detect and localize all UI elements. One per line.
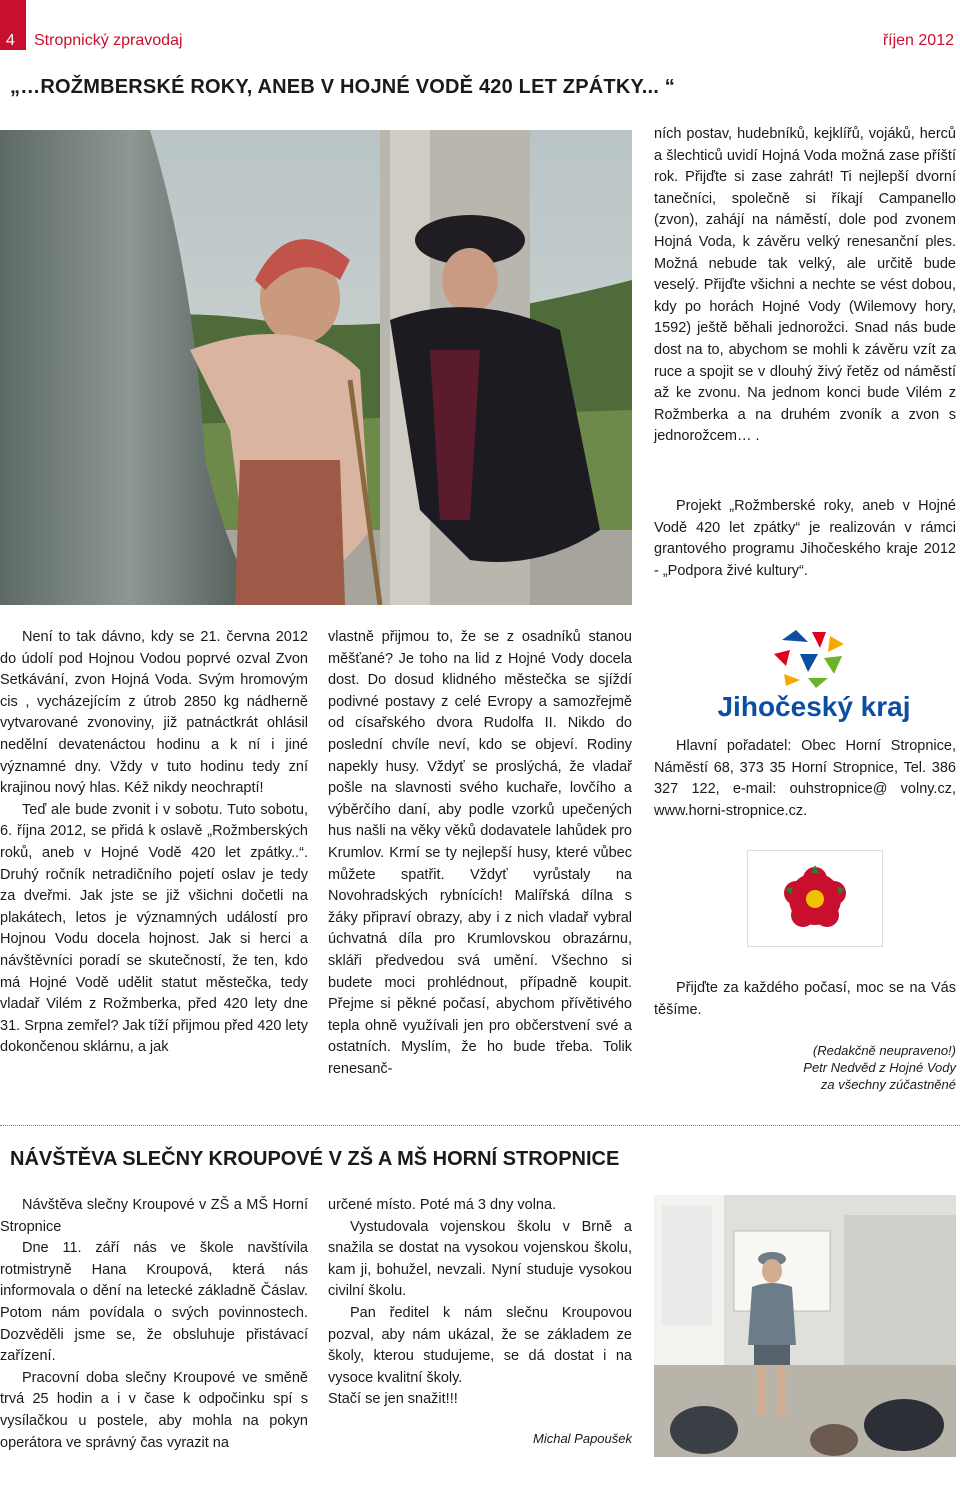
photo-classroom-illustration bbox=[654, 1195, 956, 1457]
rozmberk-rose-flag bbox=[747, 850, 883, 947]
signature-group: za všechny zúčastněné bbox=[820, 1077, 956, 1092]
signature-author: Petr Nedvěd z Hojné Vody bbox=[803, 1060, 956, 1075]
article1-project-note bbox=[654, 496, 956, 582]
rose-icon bbox=[748, 851, 882, 946]
organizer-paragraph: Hlavní pořadatel: Obec Horní Stropnice, Náměstí 68, 373 35 Horní Stropnice, Tel. 386 327 122, e-mail: ouhstropnice@ volny.cz, www.horni-stropnice.cz. bbox=[654, 738, 956, 819]
region-logo-text: Jihočeský kraj bbox=[717, 691, 911, 722]
jihocesky-kraj-logo bbox=[704, 626, 924, 722]
page-number: 4 bbox=[0, 0, 26, 50]
article-photo-bell bbox=[0, 130, 632, 605]
article1-column-2 bbox=[328, 627, 632, 1080]
article2-column-2 bbox=[328, 1195, 632, 1411]
region-logo-icon bbox=[704, 626, 924, 690]
publication-name: Stropnický zpravodaj bbox=[34, 32, 183, 49]
article-title: „…ROŽMBERSKÉ ROKY, ANEB V HOJNÉ VODĚ 420 LET ZPÁTKY... “ bbox=[10, 76, 676, 98]
article2-title: NÁVŠTĚVA SLEČNY KROUPOVÉ V ZŠ A MŠ HORNÍ STROPNICE bbox=[10, 1148, 620, 1170]
article1-signature bbox=[654, 1042, 956, 1093]
article2-author: Michal Papoušek bbox=[533, 1431, 632, 1446]
photo-bell-illustration bbox=[0, 130, 632, 605]
signature-note: (Redakčně neupraveno!) bbox=[812, 1043, 956, 1058]
project-paragraph: Projekt „Rožmberské roky, aneb v Hojné Vodě 420 let zpátky“ je realizován v rámci grantového programu Jihočeského kraje 2012 - „Podpora živé kultury“. bbox=[654, 498, 956, 579]
right-column-paragraph: ních postav, hudebníků, kejklířů, vojáků, herců a šlechticů uvidí Hojná Voda možná zase příští rok. Přijďte si zase zahrát! Ti nejlepší dvorní tanečníci, společně si říkají Campanello (zvon), zahájí na náměstí, dole pod zvonem Hojná Voda, k závěru velký renesanční ples. Možná nebude tak velký, ale určitě bude veselý. Přijďte všichni a nechte se vést dobou, kdy po horách Hojné Vody (Wilemovy hory, 1592) ještě běhali jednorožci. Snad nás bude dost na to, abychom se mohli k závěru vzít za ruce a spojit se v dlouhý živý řetěz od náměstí až ke zvonu. Na jednom konci bude Vilém z Rožmberka a na druhém zvoník a zvon s jednorožcem… . bbox=[654, 126, 956, 445]
article2-col2-paragraph-4: Stačí se jen snažit!!! bbox=[328, 1391, 458, 1408]
invitation-text bbox=[654, 978, 956, 1021]
article2-col1-paragraph-3: Pracovní doba slečny Kroupové ve směně trvá 25 hodin a i v čase k odpočinku spí s vysílačkou u postele, aby mohla na pokyn operátora ve správný čas vyrazit na bbox=[0, 1369, 308, 1451]
invitation-paragraph: Přijďte za každého počasí, moc se na Vás těšíme. bbox=[654, 980, 956, 1018]
article2-col2-paragraph-1: určené místo. Poté má 3 dny volna. bbox=[328, 1197, 557, 1213]
article2-column-1 bbox=[0, 1195, 308, 1454]
organizer-info bbox=[654, 736, 956, 822]
col1-paragraph-1: Není to tak dávno, kdy se 21. června 2012 do údolí pod Hojnou Vodou poprvé ozval Zvon Setkávání, zvon Hojná Voda. Svým hromovým cis , vycházejícím z útrob 2850 kg nádherně vytvarované zvonoviny, již patnáctkrát ohlásil nedělní devatenáctou hodinu a k ní i jiné významné dny. Vždy v tuto hodinu tedy zní krajinou nový hlas. Kéž nikdy neochraptí! bbox=[0, 629, 308, 797]
article2-col1-paragraph-1: Návštěva slečny Kroupové v ZŠ a MŠ Horní Stropnice bbox=[0, 1197, 308, 1235]
col2-paragraph: vlastně přijmou to, že se z osadníků stanou měšťané? Je toho na lid z Hojné Vody docela dost. Do dosud klidného městečka se sjíždí podivné postavy z celé Evropy a samozřejmě od císařského dvora Rudolfa II. Nikdo do poslední chvíle neví, kdo se objeví. Rodiny napekly husy. Vždyť se proslýchá, že vladař pošle na slavnosti svého kuchaře, lovčího a výběrčího daní, aby podle vzorků upečených hus našli na věky věků dodavatele lahůdek pro Krumlov. Krmí se ty nejlepší husy, které vůbec můžete spatřit. Vždyť vyrůstaly na Novohradských rybnících! Malířská dílna s žáky připraví obrazy, aby i z nich vladař vybral úchvatná díla pro Krumlovskou obrazárnu, skláři předvedou svá umění. Všechno si budete moci prohlédnout, případně koupit. Přejme si pěkné počasí, abychom přívětivého tepla ohně využívali jen pro občerstvení své a ostatních. Myslím, že ho bude třeba. Tolik renesanč- bbox=[328, 629, 632, 1077]
article2-col2-paragraph-3: Pan ředitel k nám slečnu Kroupovou pozval, aby nám ukázal, že se základem ze školy, kterou studujeme, se dá dostat i na vysoce kvalitní školy. bbox=[328, 1304, 632, 1386]
article2-col1-paragraph-2: Dne 11. září nás ve škole navštívila rotmistryně Hana Kroupová, která nás informovala o dění na letecké základně Čáslav. Potom nám povídala o svých povinnostech. Dozvěděli jsme se, že obsluhuje přistávací zařízení. bbox=[0, 1240, 308, 1365]
col1-paragraph-2: Teď ale bude zvonit i v sobotu. Tuto sobotu, 6. října 2012, se přidá k oslavě „Rožmberských roků, aneb v Hojné Vodě 420 let zpátky..“. Druhý ročník netradičního pojetí oslav je tedy za dveřmi. Jak jste se již všichni dočetli na plakátech, letos je významných událostí pro Hojnou Vodu docela hojnost. Jak si herci a návštěvníci poradí se skutečností, že ten, kdo má Hojné Vodě udělit statut městečka, tedy vladař Vilém z Rožmberka, před 420 lety dne 31. Srpna zemřel? Jak tíží přijmou před 420 lety dokončenou sklárnu, a jak bbox=[0, 801, 308, 1056]
issue-date: říjen 2012 bbox=[882, 32, 954, 49]
section-divider bbox=[0, 1125, 960, 1126]
article2-photo-classroom bbox=[654, 1195, 956, 1457]
article2-col2-paragraph-2: Vystudovala vojenskou školu v Brně a snažila se dostat na vysokou vojenskou školu, kam ji, bohužel, nevzali. Nyní studuje vysokou civilní školu. bbox=[328, 1218, 632, 1300]
article1-column-1 bbox=[0, 627, 308, 1059]
article1-right-column-top bbox=[654, 124, 956, 448]
